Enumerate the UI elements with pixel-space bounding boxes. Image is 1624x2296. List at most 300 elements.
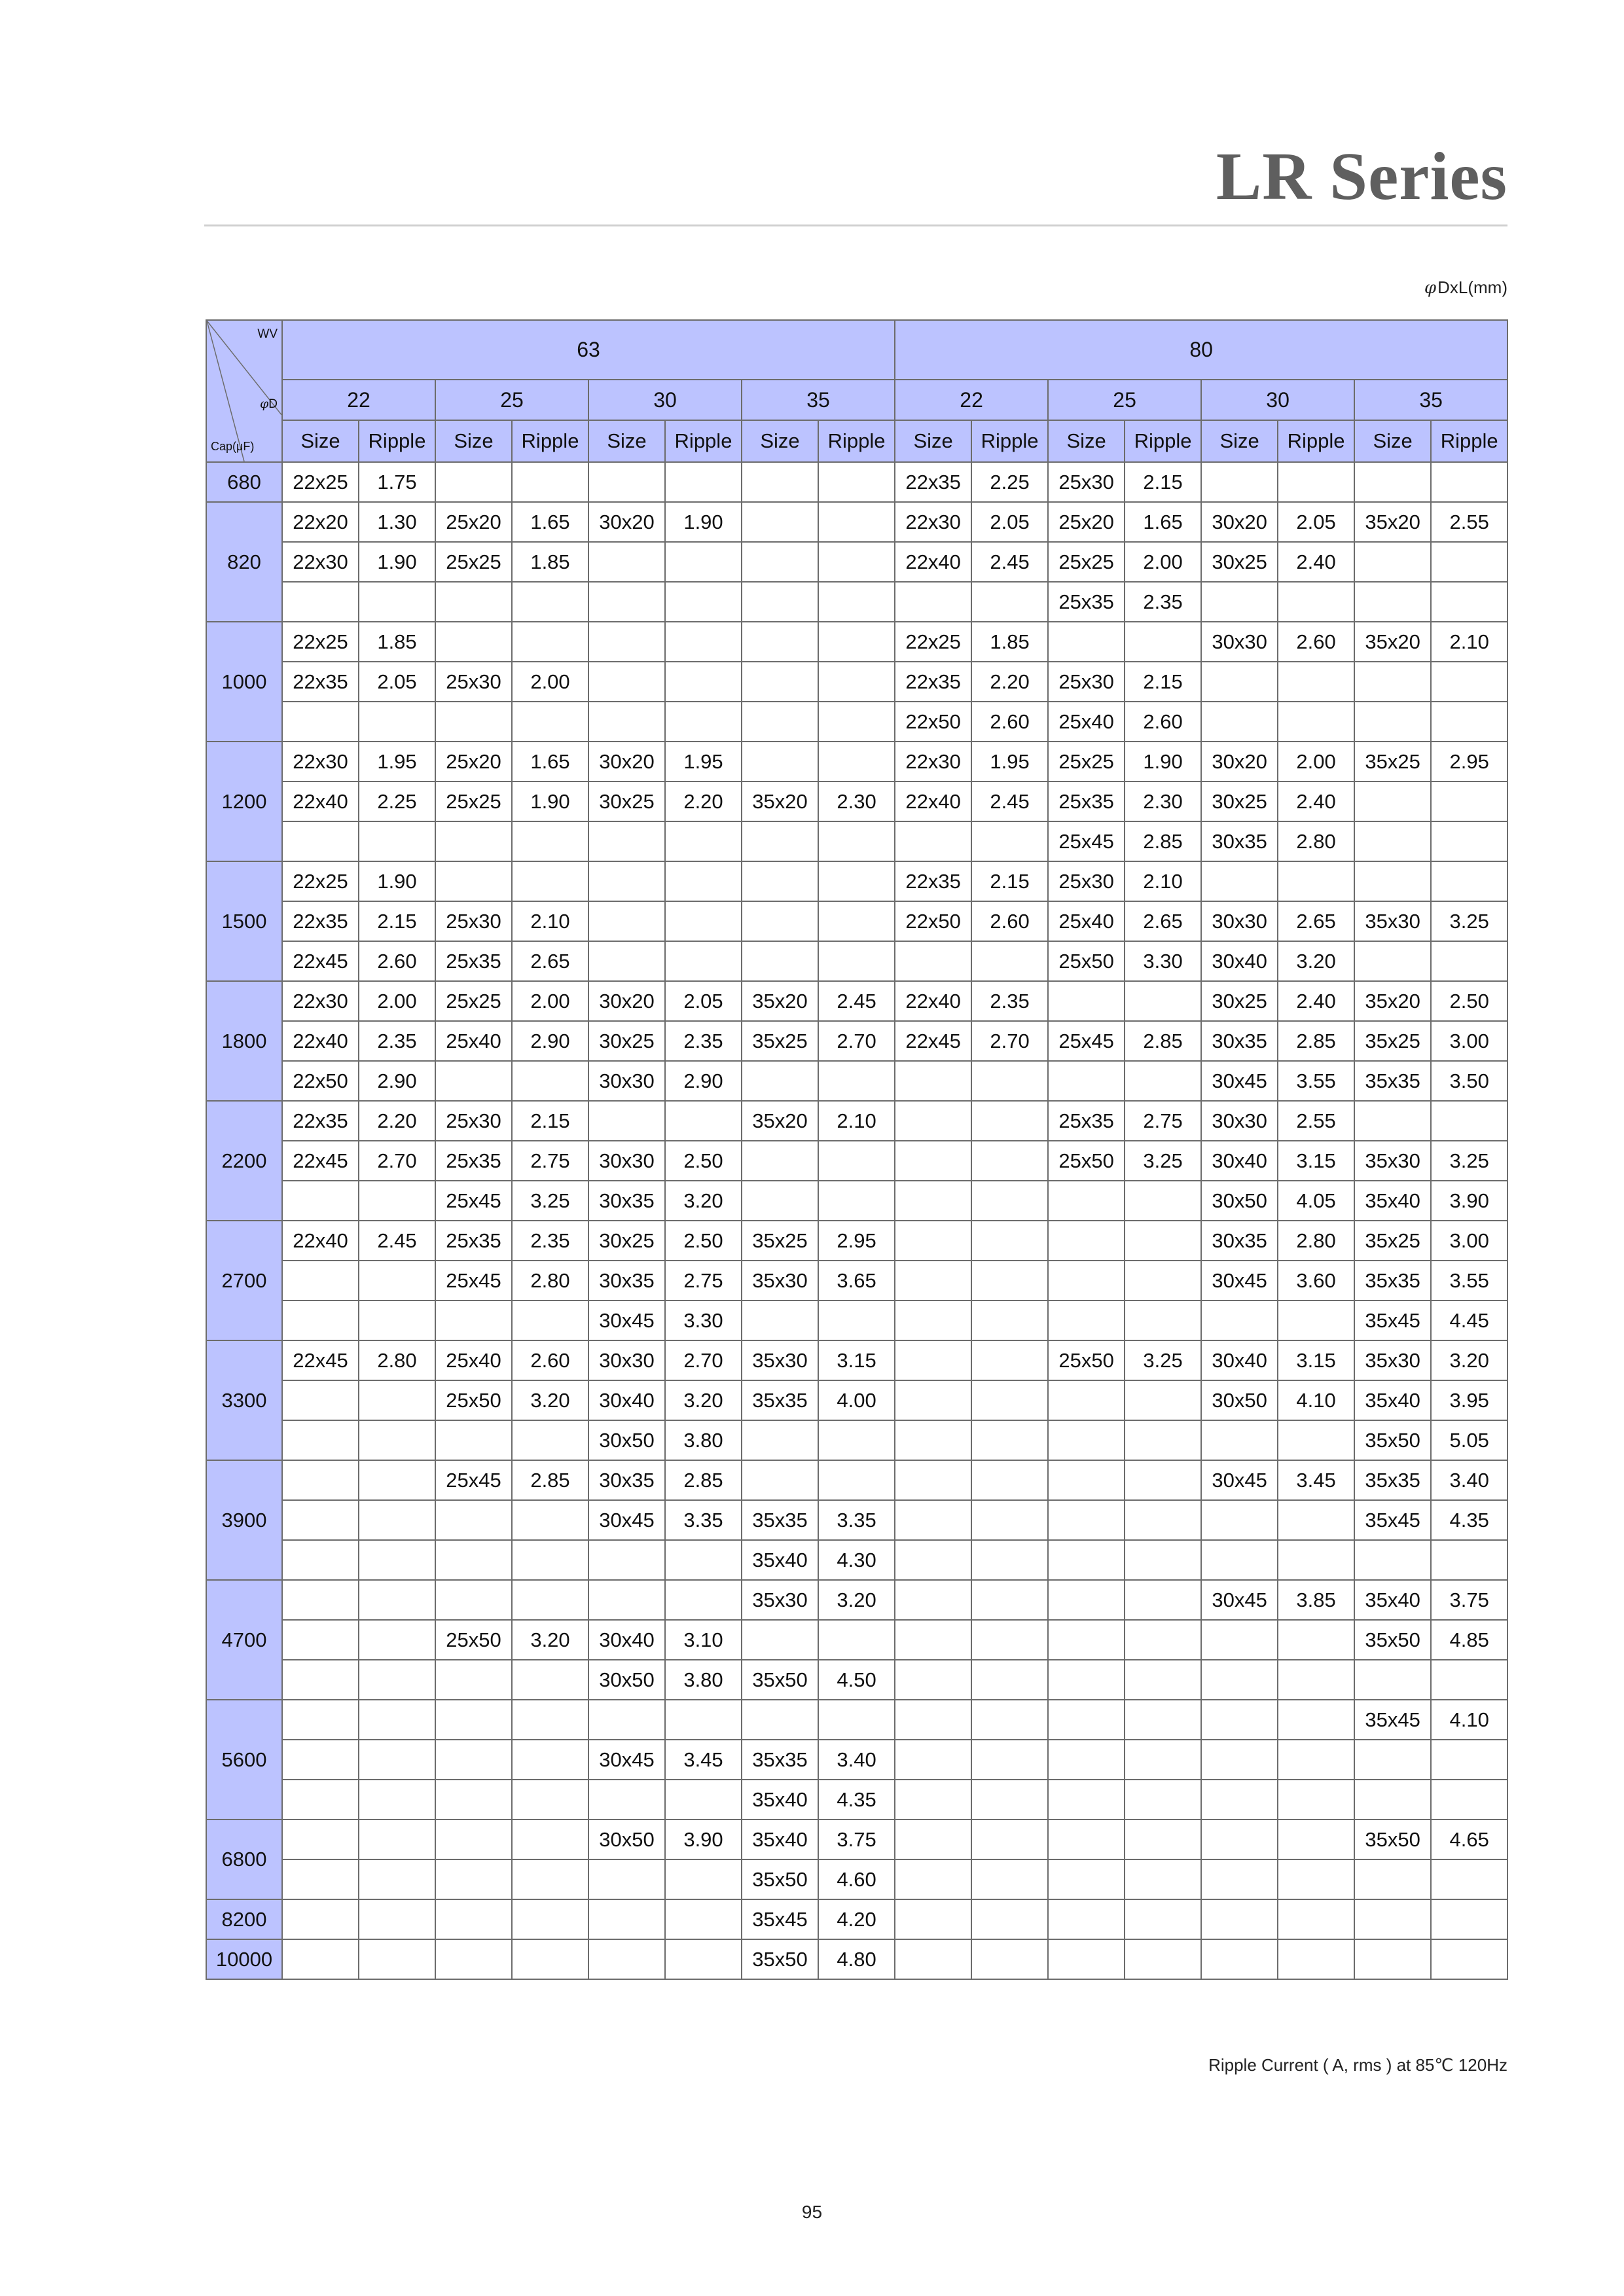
- size-cell: 25x50: [435, 1620, 512, 1660]
- size-cell: [282, 1460, 359, 1500]
- size-cell: 22x25: [282, 861, 359, 901]
- ripple-cell: [512, 1540, 588, 1580]
- ripple-cell: 2.50: [1431, 981, 1507, 1021]
- size-cell: [282, 1380, 359, 1420]
- ripple-cell: [1431, 1859, 1507, 1899]
- size-cell: 30x45: [1201, 1261, 1278, 1300]
- ripple-cell: 3.60: [1278, 1261, 1354, 1300]
- ripple-cell: [1431, 662, 1507, 702]
- size-cell: [1354, 462, 1431, 502]
- ripple-cell: [971, 1859, 1048, 1899]
- size-cell: [1354, 542, 1431, 582]
- table-row: [206, 981, 1507, 1021]
- ripple-cell: 4.00: [818, 1380, 895, 1420]
- size-cell: [435, 1939, 512, 1979]
- size-cell: [435, 1820, 512, 1859]
- ripple-cell: [665, 1101, 742, 1141]
- size-cell: [1354, 1899, 1431, 1939]
- size-cell: 30x25: [1201, 981, 1278, 1021]
- table-corner-cell: [206, 320, 282, 462]
- ripple-cell: [1125, 1261, 1201, 1300]
- ripple-cell: [971, 1620, 1048, 1660]
- size-cell: [742, 662, 818, 702]
- capacitance-cell: 8200: [206, 1899, 282, 1939]
- table-row: [206, 1380, 1507, 1420]
- ripple-cell: [1278, 662, 1354, 702]
- size-cell: 22x45: [282, 1340, 359, 1380]
- ripple-cell: 1.85: [971, 622, 1048, 662]
- ripple-cell: [1125, 1300, 1201, 1340]
- ripple-cell: [665, 542, 742, 582]
- size-cell: [1201, 662, 1278, 702]
- size-cell: [895, 1740, 971, 1780]
- size-cell: 35x40: [1354, 1181, 1431, 1221]
- size-cell: [1201, 1740, 1278, 1780]
- ripple-cell: 2.95: [1431, 742, 1507, 781]
- ripple-cell: [359, 1820, 435, 1859]
- ripple-cell: [971, 941, 1048, 981]
- diameter-header: 30: [588, 380, 742, 420]
- ripple-cell: [1278, 1700, 1354, 1740]
- table-row: [206, 622, 1507, 662]
- size-cell: [1354, 821, 1431, 861]
- ripple-cell: [665, 582, 742, 622]
- size-cell: 30x30: [1201, 1101, 1278, 1141]
- ripple-cell: 3.40: [818, 1740, 895, 1780]
- size-cell: [282, 821, 359, 861]
- size-cell: 30x40: [1201, 941, 1278, 981]
- table-row: [206, 941, 1507, 981]
- ripple-cell: [971, 1740, 1048, 1780]
- ripple-cell: [1125, 1420, 1201, 1460]
- size-cell: 25x35: [435, 941, 512, 981]
- ripple-cell: 2.50: [665, 1221, 742, 1261]
- ripple-cell: [818, 1420, 895, 1460]
- size-cell: 35x20: [742, 1101, 818, 1141]
- ripple-cell: 3.75: [1431, 1580, 1507, 1620]
- ripple-cell: [359, 1939, 435, 1979]
- ripple-cell: [1431, 582, 1507, 622]
- ripple-cell: [1125, 1061, 1201, 1101]
- size-cell: 30x25: [588, 1221, 665, 1261]
- ripple-cell: [1125, 1580, 1201, 1620]
- ripple-cell: 4.85: [1431, 1620, 1507, 1660]
- ripple-cell: 2.10: [818, 1101, 895, 1141]
- size-cell: [1201, 462, 1278, 502]
- ripple-cell: [359, 1740, 435, 1780]
- size-cell: 30x30: [588, 1141, 665, 1181]
- ripple-cell: 2.80: [512, 1261, 588, 1300]
- ripple-cell: [1431, 821, 1507, 861]
- size-cell: 35x20: [742, 781, 818, 821]
- size-cell: 30x25: [588, 1021, 665, 1061]
- size-cell: 25x25: [1048, 542, 1125, 582]
- ripple-cell: 3.25: [1431, 901, 1507, 941]
- ripple-cell: [1431, 941, 1507, 981]
- ripple-cell: [512, 1300, 588, 1340]
- ripple-cell: [1278, 1859, 1354, 1899]
- ripple-cell: 3.80: [665, 1660, 742, 1700]
- size-cell: [895, 1620, 971, 1660]
- voltage-header-63: 63: [282, 320, 895, 380]
- size-cell: [282, 1740, 359, 1780]
- ripple-cell: 2.75: [1125, 1101, 1201, 1141]
- size-cell: [1201, 702, 1278, 742]
- ripple-cell: 2.90: [359, 1061, 435, 1101]
- size-cell: [895, 1061, 971, 1101]
- size-cell: [895, 1340, 971, 1380]
- size-cell: 22x40: [282, 1221, 359, 1261]
- ripple-cell: 3.55: [1431, 1261, 1507, 1300]
- size-cell: 22x35: [282, 1101, 359, 1141]
- ripple-cell: 4.10: [1278, 1380, 1354, 1420]
- table-row: [206, 742, 1507, 781]
- capacitance-cell: 6800: [206, 1820, 282, 1899]
- ripple-cell: [512, 1420, 588, 1460]
- ripple-cell: [512, 1061, 588, 1101]
- size-column-header: Size: [435, 420, 512, 462]
- ripple-cell: [1125, 1181, 1201, 1221]
- ripple-cell: 2.20: [359, 1101, 435, 1141]
- ripple-cell: [512, 702, 588, 742]
- size-cell: [895, 1261, 971, 1300]
- ripple-cell: 2.45: [971, 781, 1048, 821]
- size-cell: 35x20: [742, 981, 818, 1021]
- size-cell: [895, 1221, 971, 1261]
- size-cell: 30x50: [1201, 1181, 1278, 1221]
- size-cell: [1201, 1700, 1278, 1740]
- ripple-cell: 3.20: [1431, 1340, 1507, 1380]
- ripple-cell: [1125, 1780, 1201, 1820]
- size-cell: [588, 901, 665, 941]
- ripple-cell: [1431, 702, 1507, 742]
- size-cell: 22x40: [282, 1021, 359, 1061]
- size-cell: [435, 1580, 512, 1620]
- size-cell: 25x45: [1048, 1021, 1125, 1061]
- size-cell: [435, 821, 512, 861]
- size-cell: 25x30: [1048, 662, 1125, 702]
- size-cell: [588, 1859, 665, 1899]
- ripple-cell: 2.70: [665, 1340, 742, 1380]
- size-cell: 25x25: [435, 542, 512, 582]
- ripple-column-header: Ripple: [1278, 420, 1354, 462]
- size-cell: 25x40: [435, 1021, 512, 1061]
- diameter-header: 25: [435, 380, 588, 420]
- size-cell: 35x25: [1354, 742, 1431, 781]
- ripple-cell: 2.20: [665, 781, 742, 821]
- size-cell: [282, 1500, 359, 1540]
- size-cell: [1354, 1740, 1431, 1780]
- diameter-header: 35: [742, 380, 895, 420]
- size-cell: 30x40: [1201, 1340, 1278, 1380]
- ripple-cell: [1125, 1740, 1201, 1780]
- size-cell: 35x50: [742, 1660, 818, 1700]
- size-cell: [1048, 1061, 1125, 1101]
- size-cell: [588, 1939, 665, 1979]
- size-cell: 35x25: [1354, 1021, 1431, 1061]
- size-cell: 35x20: [1354, 502, 1431, 542]
- ripple-cell: 3.15: [1278, 1340, 1354, 1380]
- table-row: [206, 821, 1507, 861]
- ripple-cell: [1125, 1939, 1201, 1979]
- size-cell: 25x25: [1048, 742, 1125, 781]
- ripple-cell: [1431, 781, 1507, 821]
- size-cell: [435, 861, 512, 901]
- size-cell: 25x50: [1048, 941, 1125, 981]
- ripple-cell: 3.95: [1431, 1380, 1507, 1420]
- size-cell: 22x40: [895, 981, 971, 1021]
- size-cell: 25x35: [1048, 582, 1125, 622]
- ripple-cell: 3.15: [818, 1340, 895, 1380]
- ripple-cell: [665, 861, 742, 901]
- ripple-cell: [971, 1300, 1048, 1340]
- capacitance-cell: 1000: [206, 622, 282, 742]
- ripple-cell: [512, 1580, 588, 1620]
- capacitance-cell: 2700: [206, 1221, 282, 1340]
- ripple-cell: 3.90: [665, 1820, 742, 1859]
- ripple-cell: [1278, 1780, 1354, 1820]
- ripple-cell: 2.60: [512, 1340, 588, 1380]
- size-cell: [282, 1899, 359, 1939]
- ripple-cell: 2.45: [359, 1221, 435, 1261]
- ripple-cell: 1.65: [512, 742, 588, 781]
- ripple-cell: 1.65: [512, 502, 588, 542]
- ripple-cell: [971, 1061, 1048, 1101]
- size-cell: [435, 702, 512, 742]
- size-cell: [588, 702, 665, 742]
- ripple-cell: 2.15: [1125, 462, 1201, 502]
- size-cell: [742, 821, 818, 861]
- ripple-cell: 2.85: [512, 1460, 588, 1500]
- size-cell: [588, 542, 665, 582]
- size-cell: 22x30: [895, 502, 971, 542]
- size-cell: 25x45: [435, 1261, 512, 1300]
- size-cell: [1048, 1221, 1125, 1261]
- ripple-cell: 3.00: [1431, 1021, 1507, 1061]
- ripple-cell: [1125, 1460, 1201, 1500]
- size-cell: [742, 901, 818, 941]
- ripple-cell: [1125, 1859, 1201, 1899]
- ripple-cell: [1125, 1700, 1201, 1740]
- size-cell: [895, 1380, 971, 1420]
- size-cell: [1048, 1300, 1125, 1340]
- ripple-cell: 3.25: [1431, 1141, 1507, 1181]
- size-cell: 25x20: [435, 742, 512, 781]
- size-cell: 35x35: [1354, 1061, 1431, 1101]
- ripple-cell: 2.40: [1278, 542, 1354, 582]
- ripple-cell: [1125, 1620, 1201, 1660]
- ripple-cell: 2.25: [359, 781, 435, 821]
- size-cell: 30x35: [1201, 1021, 1278, 1061]
- size-cell: 35x45: [742, 1899, 818, 1939]
- size-cell: [1354, 1660, 1431, 1700]
- ripple-cell: [818, 941, 895, 981]
- ripple-cell: [359, 1460, 435, 1500]
- size-cell: [1354, 662, 1431, 702]
- ripple-cell: 2.70: [359, 1141, 435, 1181]
- size-cell: 25x50: [1048, 1340, 1125, 1380]
- table-row: [206, 781, 1507, 821]
- size-cell: [1354, 941, 1431, 981]
- size-cell: [1354, 1101, 1431, 1141]
- size-cell: [895, 1540, 971, 1580]
- size-cell: [742, 702, 818, 742]
- ripple-cell: 3.20: [665, 1181, 742, 1221]
- size-cell: 22x35: [895, 662, 971, 702]
- capacitance-cell: 820: [206, 502, 282, 622]
- ripple-cell: [359, 1859, 435, 1899]
- size-cell: 35x30: [742, 1580, 818, 1620]
- size-cell: [1048, 1580, 1125, 1620]
- corner-phi-symbol: φ: [259, 397, 269, 411]
- size-cell: 22x50: [895, 702, 971, 742]
- unit-text: DxL(mm): [1437, 278, 1507, 297]
- size-cell: [435, 1300, 512, 1340]
- unit-label: [1424, 278, 1507, 298]
- size-cell: [742, 502, 818, 542]
- ripple-cell: 3.30: [1125, 941, 1201, 981]
- ripple-cell: [971, 1181, 1048, 1221]
- size-cell: 25x20: [435, 502, 512, 542]
- size-cell: 35x30: [1354, 1141, 1431, 1181]
- ripple-cell: 3.80: [665, 1420, 742, 1460]
- size-cell: 30x30: [1201, 901, 1278, 941]
- size-cell: 25x25: [435, 781, 512, 821]
- size-cell: 35x25: [742, 1021, 818, 1061]
- size-cell: 25x45: [435, 1460, 512, 1500]
- size-cell: [895, 1939, 971, 1979]
- ripple-cell: [359, 821, 435, 861]
- ripple-cell: 3.20: [512, 1380, 588, 1420]
- size-cell: 30x45: [1201, 1061, 1278, 1101]
- size-cell: 22x30: [895, 742, 971, 781]
- ripple-cell: [818, 821, 895, 861]
- size-cell: [282, 1420, 359, 1460]
- size-cell: 35x40: [1354, 1580, 1431, 1620]
- size-cell: [742, 1061, 818, 1101]
- size-cell: [1201, 582, 1278, 622]
- size-cell: [1048, 1859, 1125, 1899]
- ripple-cell: [971, 1820, 1048, 1859]
- size-cell: 30x35: [588, 1181, 665, 1221]
- size-cell: 22x35: [895, 462, 971, 502]
- ripple-cell: 2.20: [971, 662, 1048, 702]
- size-cell: [282, 1820, 359, 1859]
- ripple-cell: [1431, 1740, 1507, 1780]
- ripple-cell: [971, 821, 1048, 861]
- ripple-cell: 5.05: [1431, 1420, 1507, 1460]
- size-cell: 35x50: [742, 1859, 818, 1899]
- size-cell: [1354, 1939, 1431, 1979]
- ripple-cell: 2.90: [512, 1021, 588, 1061]
- size-column-header: Size: [895, 420, 971, 462]
- ripple-cell: [512, 861, 588, 901]
- size-cell: [895, 1580, 971, 1620]
- size-cell: 25x50: [435, 1380, 512, 1420]
- ripple-cell: [818, 1700, 895, 1740]
- table-row: [206, 1101, 1507, 1141]
- size-cell: [282, 582, 359, 622]
- ripple-cell: [1125, 622, 1201, 662]
- ripple-cell: [818, 1141, 895, 1181]
- ripple-cell: 2.35: [971, 981, 1048, 1021]
- size-cell: 30x40: [588, 1380, 665, 1420]
- capacitance-cell: 4700: [206, 1580, 282, 1700]
- diameter-header: 22: [895, 380, 1048, 420]
- ripple-cell: 2.45: [971, 542, 1048, 582]
- ripple-cell: [1278, 462, 1354, 502]
- size-cell: 25x50: [1048, 1141, 1125, 1181]
- phi-symbol: φ: [1424, 278, 1437, 298]
- table-body: [206, 462, 1507, 1979]
- size-cell: [895, 1141, 971, 1181]
- table-row: [206, 1300, 1507, 1340]
- ripple-cell: [971, 1380, 1048, 1420]
- size-cell: 35x30: [1354, 901, 1431, 941]
- ripple-cell: [359, 702, 435, 742]
- size-cell: [895, 941, 971, 981]
- ripple-cell: 1.95: [359, 742, 435, 781]
- ripple-cell: 2.00: [512, 981, 588, 1021]
- size-cell: [435, 1700, 512, 1740]
- size-cell: 25x30: [435, 1101, 512, 1141]
- capacitance-cell: 5600: [206, 1700, 282, 1820]
- size-cell: [588, 941, 665, 981]
- ripple-cell: 2.05: [359, 662, 435, 702]
- size-cell: 25x40: [1048, 702, 1125, 742]
- size-cell: 22x35: [895, 861, 971, 901]
- ripple-cell: [1125, 1221, 1201, 1261]
- ripple-cell: [1431, 1540, 1507, 1580]
- ripple-cell: [1431, 1101, 1507, 1141]
- size-cell: 25x35: [435, 1141, 512, 1181]
- ripple-cell: 3.20: [1278, 941, 1354, 981]
- ripple-cell: [1278, 1820, 1354, 1859]
- ripple-cell: 2.10: [1431, 622, 1507, 662]
- table-row: [206, 1580, 1507, 1620]
- table-row: [206, 1021, 1507, 1061]
- ripple-cell: [359, 1540, 435, 1580]
- ripple-column-header: Ripple: [359, 420, 435, 462]
- size-cell: 30x40: [1201, 1141, 1278, 1181]
- ripple-cell: 4.80: [818, 1939, 895, 1979]
- ripple-cell: [971, 1580, 1048, 1620]
- ripple-cell: 2.85: [1125, 821, 1201, 861]
- ripple-cell: [359, 1500, 435, 1540]
- ripple-cell: [971, 1780, 1048, 1820]
- ripple-cell: 3.25: [1125, 1340, 1201, 1380]
- size-cell: 22x40: [282, 781, 359, 821]
- size-cell: 35x45: [1354, 1500, 1431, 1540]
- ripple-cell: [359, 1420, 435, 1460]
- size-column-header: Size: [588, 420, 665, 462]
- size-cell: [588, 861, 665, 901]
- ripple-cell: [1431, 1939, 1507, 1979]
- size-cell: 35x20: [1354, 981, 1431, 1021]
- size-cell: [742, 1420, 818, 1460]
- ripple-cell: [1431, 861, 1507, 901]
- ripple-cell: [1431, 542, 1507, 582]
- size-cell: [1048, 1181, 1125, 1221]
- size-cell: 35x20: [1354, 622, 1431, 662]
- size-cell: 35x35: [1354, 1261, 1431, 1300]
- size-cell: 30x25: [588, 781, 665, 821]
- size-cell: 25x35: [1048, 1101, 1125, 1141]
- size-cell: [742, 622, 818, 662]
- ripple-cell: [1278, 1620, 1354, 1660]
- ripple-cell: [665, 1859, 742, 1899]
- size-cell: [435, 1780, 512, 1820]
